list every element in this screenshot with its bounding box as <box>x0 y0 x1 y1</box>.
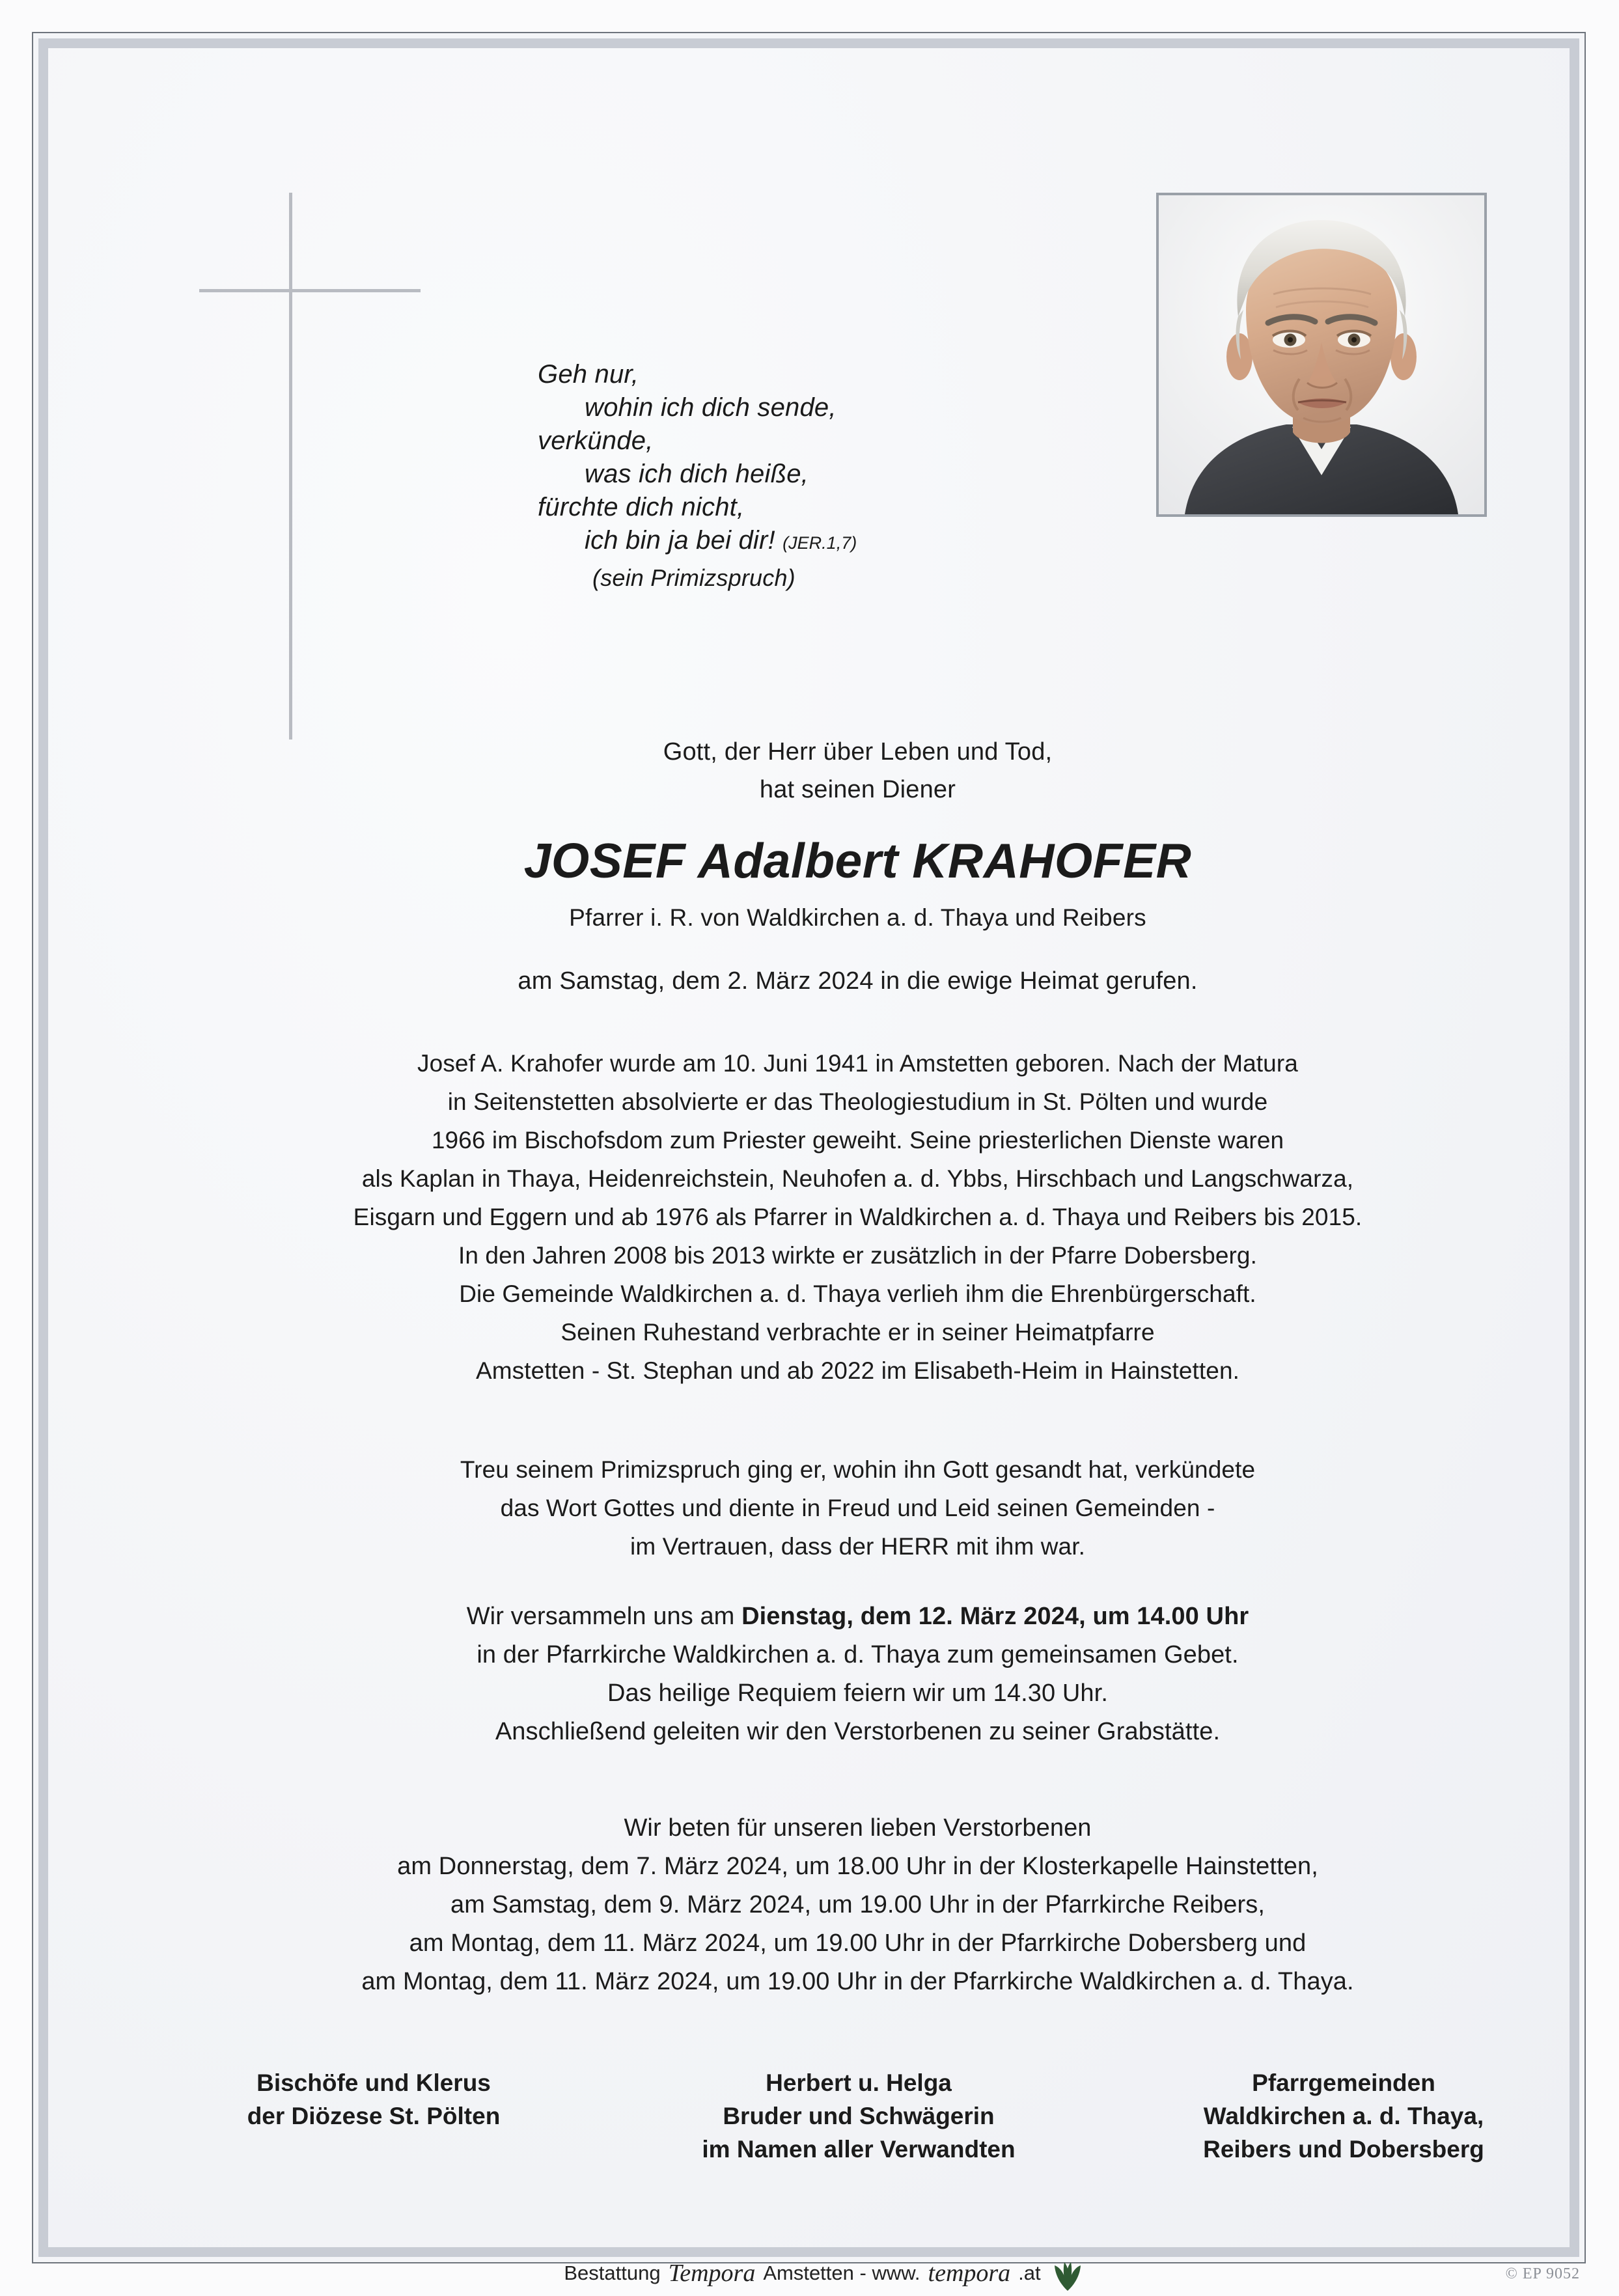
biography-line: 1966 im Bischofsdom zum Priester geweiht. Seine priesterlichen Dienste waren <box>431 1127 1284 1154</box>
prayer-block <box>126 1809 1589 2001</box>
portrait-photo-frame <box>1156 193 1487 517</box>
faith-line: Treu seinem Primizspruch ging er, wohin ihn Gott gesandt hat, verkündete <box>460 1456 1256 1483</box>
service-datetime: Dienstag, dem 12. März 2024, um 14.00 Uhr <box>741 1603 1249 1630</box>
footer-domain: tempora <box>928 2260 1011 2287</box>
signature-row <box>146 2066 1571 2166</box>
poem-attribution: (sein Primizspruch) <box>592 564 796 591</box>
poem-line-6-text: ich bin ja bei dir! <box>585 526 775 555</box>
biography-block <box>126 1044 1589 1390</box>
poem-line-3: verkünde, <box>538 426 654 455</box>
biography-line: Amstetten - St. Stephan und ab 2022 im Elisabeth-Heim in Hainstetten. <box>475 1357 1240 1384</box>
service-block <box>126 1598 1589 1751</box>
deceased-first-name: JOSEF <box>523 833 686 888</box>
memorial-cross-icon <box>199 193 421 740</box>
intro-block <box>126 733 1589 809</box>
poem-line-4: was ich dich heiße, <box>585 460 809 488</box>
service-line-4: Anschließend geleiten wir den Verstorbenen zu seiner Grabstätte. <box>495 1718 1221 1745</box>
biography-line: Josef A. Krahofer wurde am 10. Juni 1941 in Amstetten geboren. Nach der Matura <box>417 1050 1298 1077</box>
deceased-last-name: KRAHOFER <box>912 833 1192 888</box>
signature-column-clergy <box>146 2066 602 2133</box>
deceased-portrait <box>1159 195 1484 514</box>
service-line-3: Das heilige Requiem feiern wir um 14.30 Uhr. <box>607 1680 1108 1707</box>
footer-city: Amstetten - www. <box>763 2261 920 2284</box>
cross-vertical-bar <box>289 193 292 740</box>
footer-credit <box>48 2258 1602 2288</box>
faith-block <box>126 1450 1589 1566</box>
prayer-line: am Donnerstag, dem 7. März 2024, um 18.00 Uhr in der Klosterkapelle Hainstetten, <box>397 1853 1318 1880</box>
footer-prefix: Bestattung <box>564 2261 661 2284</box>
poem-line-2: wohin ich dich sende, <box>585 393 837 422</box>
signature-line: Bischöfe und Klerus <box>256 2069 491 2096</box>
biography-line: In den Jahren 2008 bis 2013 wirkte er zusätzlich in der Pfarre Dobersberg. <box>458 1242 1257 1269</box>
service-line-1-prefix: Wir versammeln uns am <box>466 1603 742 1630</box>
prayer-line: am Montag, dem 11. März 2024, um 19.00 Uhr in der Pfarrkirche Waldkirchen a. d. Thaya. <box>361 1968 1354 1995</box>
intro-line-2: hat seinen Diener <box>759 776 956 803</box>
biography-line: als Kaplan in Thaya, Heidenreichstein, Neuhofen a. d. Ybbs, Hirschbach und Langschwarza, <box>361 1165 1354 1192</box>
prayer-line: am Samstag, dem 9. März 2024, um 19.00 Uhr in der Pfarrkirche Reibers, <box>450 1891 1265 1918</box>
biography-line: Seinen Ruhestand verbrachte er in seiner Heimatpfarre <box>560 1319 1155 1346</box>
signature-line: Pfarrgemeinden <box>1252 2069 1435 2096</box>
biography-line: Die Gemeinde Waldkirchen a. d. Thaya verlieh ihm die Ehrenbürgerschaft. <box>459 1280 1256 1307</box>
intro-line-1: Gott, der Herr über Leben und Tod, <box>663 738 1053 766</box>
service-line-2: in der Pfarrkirche Waldkirchen a. d. Thaya zum gemeinsamen Gebet. <box>477 1641 1239 1668</box>
biography-line: in Seitenstetten absolvierte er das Theologiestudium in St. Pölten und wurde <box>447 1088 1268 1115</box>
signature-line: Reibers und Dobersberg <box>1203 2136 1484 2163</box>
poem-block <box>538 358 1059 594</box>
deceased-middle-name: Adalbert <box>697 833 898 888</box>
signature-column-family <box>631 2066 1086 2166</box>
signature-line: im Namen aller Verwandten <box>702 2136 1016 2163</box>
biography-line: Eisgarn und Eggern und ab 1976 als Pfarrer in Waldkirchen a. d. Thaya und Reibers bis 2015. <box>353 1204 1363 1230</box>
faith-line: im Vertrauen, dass der HERR mit ihm war. <box>630 1533 1085 1560</box>
prayer-line: am Montag, dem 11. März 2024, um 19.00 Uhr in der Pfarrkirche Dobersberg und <box>409 1929 1307 1957</box>
poem-bible-reference: (JER.1,7) <box>782 533 857 553</box>
faith-line: das Wort Gottes und diente in Freud und Leid seinen Gemeinden - <box>500 1495 1215 1521</box>
signature-column-parishes <box>1116 2066 1571 2166</box>
deceased-role: Pfarrer i. R. von Waldkirchen a. d. Thaya und Reibers <box>569 904 1146 931</box>
deceased-full-name <box>126 833 1589 889</box>
footer-brand: Tempora <box>668 2260 756 2287</box>
prayer-heading: Wir beten für unseren lieben Verstorbenen <box>624 1814 1092 1842</box>
signature-line: Herbert u. Helga <box>766 2069 952 2096</box>
poem-line-6 <box>538 524 1059 560</box>
leaf-logo-icon <box>1049 2261 1086 2291</box>
death-announcement-line: am Samstag, dem 2. März 2024 in die ewige Heimat gerufen. <box>518 967 1198 995</box>
signature-line: Bruder und Schwägerin <box>723 2103 995 2129</box>
signature-line: der Diözese St. Pölten <box>247 2103 501 2129</box>
footer-tld: .at <box>1018 2261 1041 2284</box>
signature-line: Waldkirchen a. d. Thaya, <box>1203 2103 1484 2129</box>
service-line-1 <box>126 1598 1589 1636</box>
copyright-code: © EP 9052 <box>1505 2265 1580 2282</box>
poem-line-1: Geh nur, <box>538 360 639 389</box>
cross-horizontal-bar <box>199 289 421 292</box>
poem-line-5: fürchte dich nicht, <box>538 493 745 521</box>
